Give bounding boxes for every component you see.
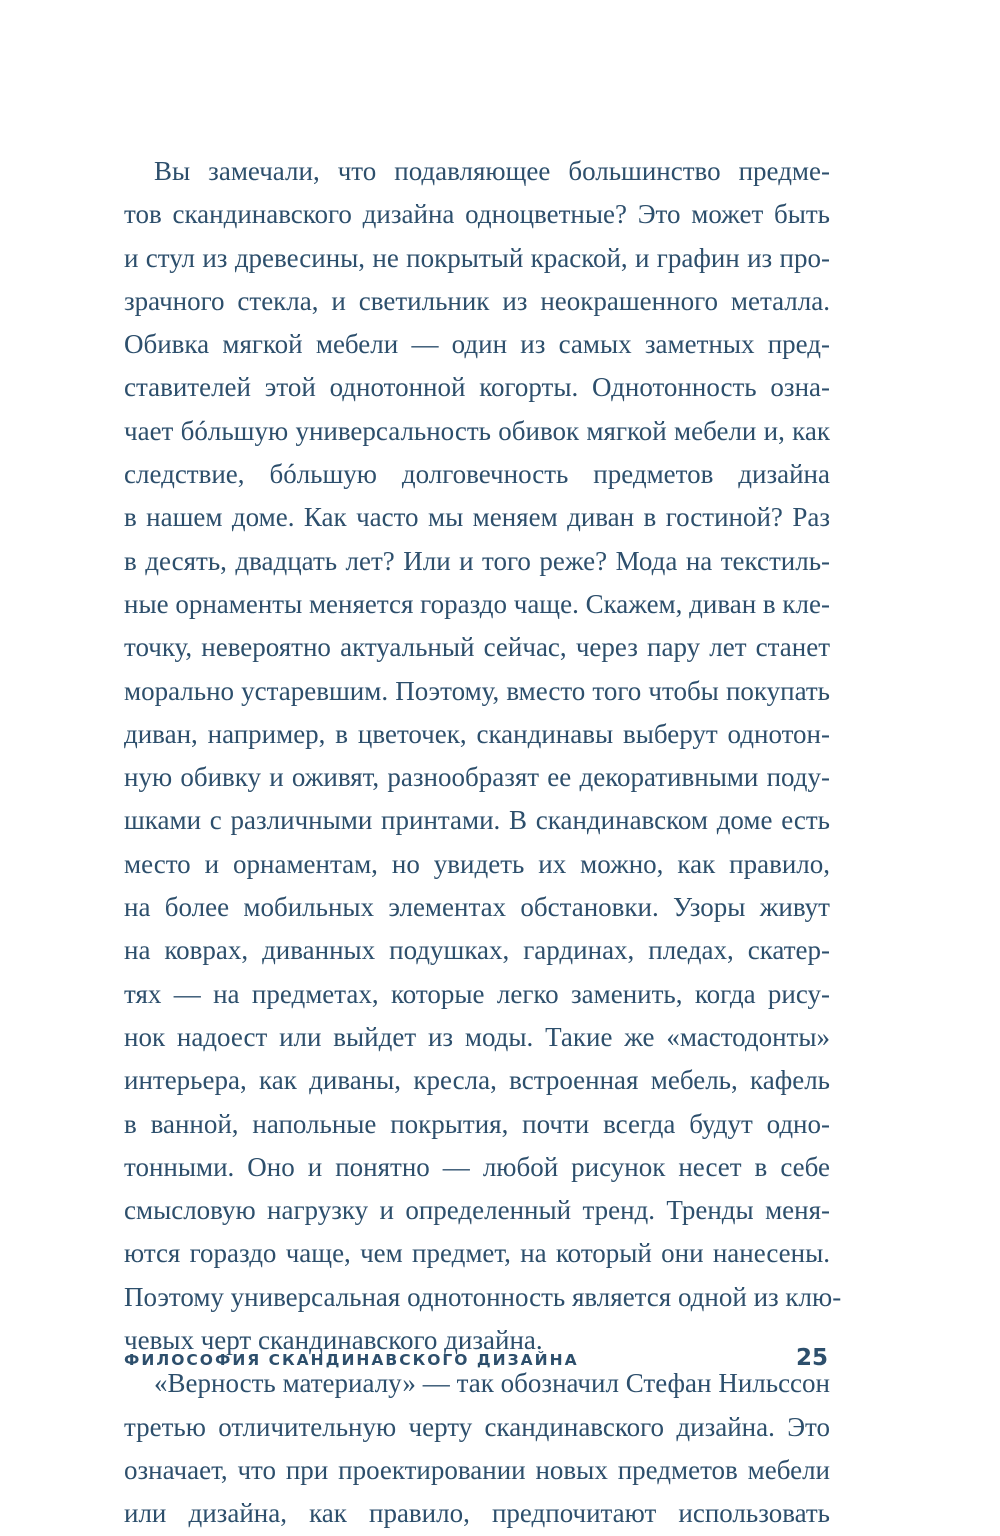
text-line: шками с различными принтами. В скандинавском доме есть	[124, 805, 830, 836]
text-line: Обивка мягкой мебели — один из самых заметных пред-	[124, 329, 830, 360]
text-line: «Верность материалу» — так обозначил Стефан Нильссон	[154, 1368, 830, 1399]
text-line: нок надоест или выйдет из моды. Такие же «мастодонты»	[124, 1021, 830, 1052]
text-line: тонными. Оно и понятно — любой рисунок несет в себе	[124, 1151, 830, 1182]
body-text	[124, 150, 842, 1536]
text-line: на коврах, диванных подушках, гардинах, пледах, скатер-	[124, 935, 830, 966]
text-line: на более мобильных элементах обстановки. Узоры живут	[124, 892, 830, 923]
text-line: ные орнаменты меняется гораздо чаще. Скажем, диван в кле-	[124, 588, 830, 619]
text-line: интерьера, как диваны, кресла, встроенная мебель, кафель	[124, 1065, 830, 1096]
text-line: тов скандинавского дизайна одноцветные? Это может быть	[124, 199, 830, 230]
paragraph-1	[124, 150, 842, 1362]
text-line: в ванной, напольные покрытия, почти всегда будут одно-	[124, 1108, 830, 1139]
text-line: ются гораздо чаще, чем предмет, на который они нанесены.	[124, 1238, 830, 1269]
text-line: морально устаревшим. Поэтому, вместо того чтобы покупать	[124, 675, 830, 706]
text-line: чает бóльшую универсальность обивок мягкой мебели и, как	[124, 415, 830, 446]
text-line: ную обивку и оживят, разнообразят ее декоративными поду-	[124, 762, 830, 793]
text-line: третью отличительную черту скандинавского дизайна. Это	[124, 1411, 830, 1442]
text-line: Поэтому универсальная однотонность является одной из клю-	[124, 1281, 842, 1312]
text-line: зрачного стекла, и светильник из неокрашенного металла.	[124, 285, 830, 316]
text-line: следствие, бóльшую долговечность предметов дизайна	[124, 459, 830, 490]
page-number: 25	[795, 1345, 828, 1371]
text-line: тях — на предметах, которые легко заменить, когда рису-	[124, 978, 830, 1009]
running-footer-title: ФИЛОСОФИЯ СКАНДИНАВСКОГО ДИЗАЙНА	[124, 1351, 579, 1369]
paragraph-2	[124, 1362, 830, 1535]
text-line: ставителей этой однотонной когорты. Однотонность озна-	[124, 372, 830, 403]
text-line: диван, например, в цветочек, скандинавы выберут однотон-	[124, 718, 830, 749]
text-line: Вы замечали, что подавляющее большинство предме-	[154, 156, 830, 186]
text-line: означает, что при проектировании новых предметов мебели	[124, 1454, 830, 1485]
text-line: точку, невероятно актуальный сейчас, через пару лет станет	[124, 632, 830, 663]
text-line: чевых черт скандинавского дизайна.	[124, 1325, 543, 1356]
text-line: смысловую нагрузку и определенный тренд. Тренды меня-	[124, 1195, 830, 1226]
text-line: в десять, двадцать лет? Или и того реже? Мода на текстиль-	[124, 545, 830, 576]
text-line: в нашем доме. Как часто мы меняем диван в гостиной? Раз	[124, 502, 830, 533]
text-line: или дизайна, как правило, предпочитают использовать	[124, 1498, 830, 1529]
text-line: место и орнаментам, но увидеть их можно, как правило,	[124, 848, 830, 879]
text-line: и стул из древесины, не покрытый краской, и графин из про-	[124, 242, 830, 273]
